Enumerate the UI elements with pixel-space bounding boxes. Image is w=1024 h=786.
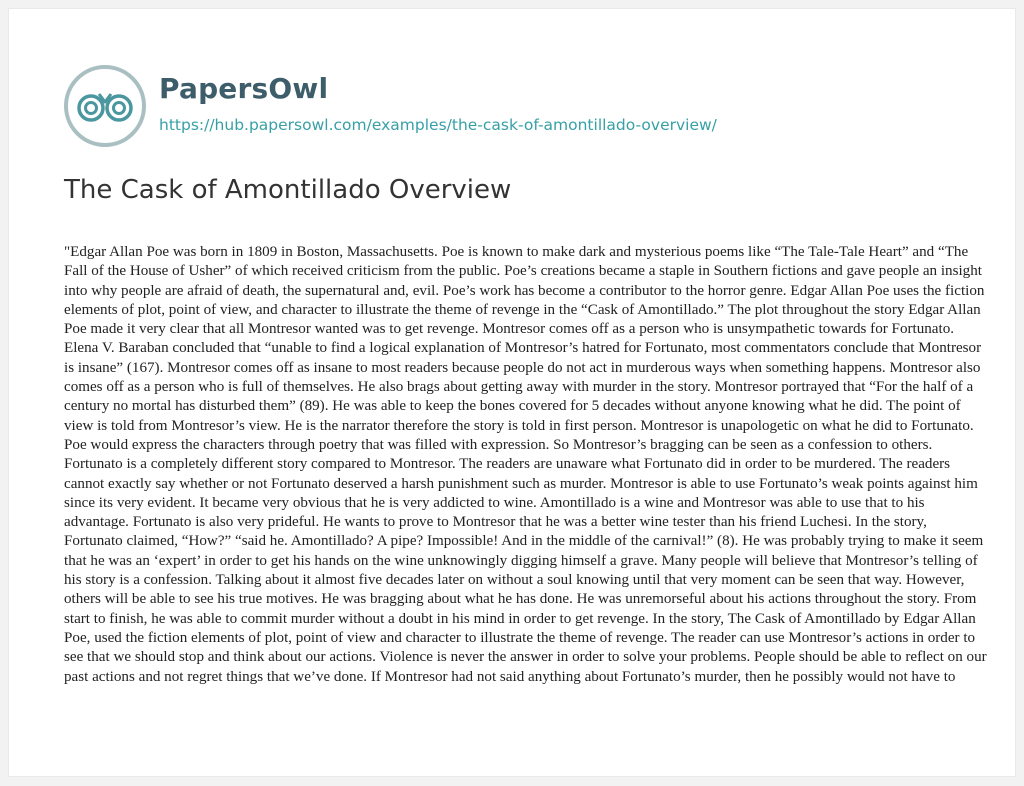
source-url-link[interactable]: https://hub.papersowl.com/examples/the-cask-of-amontillado-overview/ (159, 116, 717, 134)
document-title: The Cask of Amontillado Overview (64, 175, 512, 205)
document-body: "Edgar Allan Poe was born in 1809 in Boston, Massachusetts. Poe is known to make dark and mysterious poems like “The Tale-Tale Heart” and “The Fall of the House of Usher” of which received criticism from the public. Poe’s creations became a staple in Southern fictions and gave people an insight into why people are afraid of death, the supernatural and, evil. Poe’s work has become a contributor to the horror genre. Edgar Allan Poe uses the fiction elements of plot, point of view, and character to illustrate the theme of revenge in the “Cask of Amontillado.” The plot throughout the story Edgar Allan Poe made it very clear that all Montresor wanted was to get revenge. Montresor comes off as a person who is unsympathetic towards for Fortunato. Elena V. Baraban concluded that “unable to find a logical explanation of Montresor’s hatred for Fortunato, most commentators conclude that Montresor is insane” (167). Montresor comes off as insane to most readers because people do not act in murderous ways when something happens. Montresor also comes off as a person who is full of themselves. He also brags about getting away with murder in the story. Montresor portrayed that “For the half of a century no mortal has disturbed them” (89). He was able to keep the bones covered for 5 decades without anyone knowing what he did. The point of view is told from Montresor’s view. He is the narrator therefore the story is told in first person. Montresor is unapologetic on what he did to Fortunato. Poe would express the characters through poetry that was filled with expression. So Montresor’s bragging can be seen as a confession to others. Fortunato is a completely different story compared to Montresor. The readers are unaware what Fortunato did in order to be murdered. The readers cannot exactly say whether or not Fortunato deserved a harsh punishment such as murder. Montresor is able to use Fortunato’s weak points against him since its very evident. It became very obvious that he is very addicted to wine. Amontillado is a wine and Montresor was able to use that to his advantage. Fortunato is also very prideful. He wants to prove to Montresor that he was a better wine tester than his friend Luchesi. In the story, Fortunato claimed, “How?” “said he. Amontillado? A pipe? Impossible! And in the middle of the carnival!” (8). He was probably trying to make it seem that he was an ‘expert’ in order to get his hands on the wine unknowingly digging himself a grave. Many people will believe that Montresor’s telling of his story is a confession. Talking about it almost five decades later on without a soul knowing until that very moment can be seen that way. However, others will be able to see his true motives. He was bragging about what he has done. He was unremorseful about his actions throughout the story. From start to finish, he was able to commit murder without a doubt in his mind in order to get revenge. In the story, The Cask of Amontillado by Edgar Allan Poe, used the fiction elements of plot, point of view and character to illustrate the theme of revenge. The reader can use Montresor’s actions in order to see that we should stop and think about our actions. Violence is never the answer in order to solve your problems. People should be able to reflect on our past actions and not regret things that we’ve done. If Montresor had not said anything about Fortunato’s murder, then he possibly would not have to (64, 244, 987, 685)
header (63, 44, 983, 144)
bottom-fade (9, 736, 1015, 776)
document-page (8, 8, 1016, 777)
owl-eyes-logo-icon (63, 64, 147, 148)
brand-name: PapersOwl (159, 72, 329, 105)
